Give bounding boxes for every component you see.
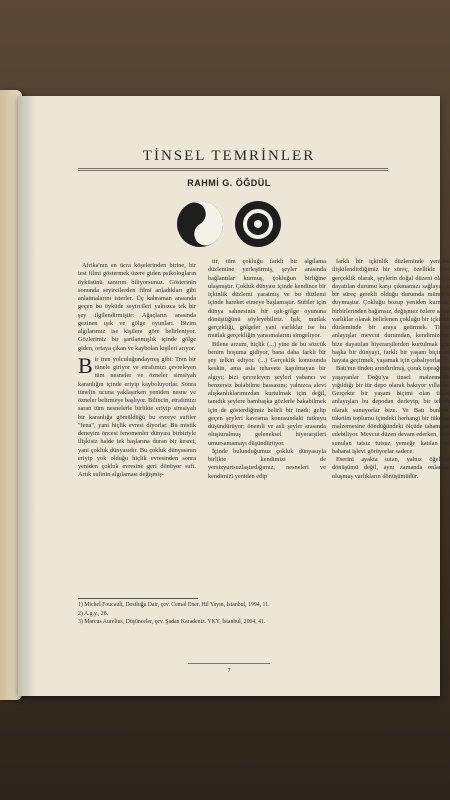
yin-yang-symbol-icon — [176, 200, 224, 248]
footnotes — [78, 598, 408, 627]
page-number: 7 — [227, 668, 231, 674]
paragraph: Eserini ayakta tutan, yalnız öğelerin dönüşümü değil, aynı zamanda onlardan oluşmuş varlıkların dönüşümüdür. — [332, 456, 450, 480]
text-column-1 — [78, 262, 196, 480]
text-column-2 — [208, 258, 326, 481]
magazine-page — [18, 96, 450, 696]
drop-cap: B — [78, 352, 93, 378]
page-number-rule — [188, 663, 270, 664]
paragraph: tir, tüm çokluğu farklı bir algılama düzlemine yerleştirmiş, şeyler arasında bağlantılar kurmuş, çokluğun birliğine ulaşmıştır. Çokluk dünyası içinde kendince bir içkinlik düzlemi yaratmış ve bu düzlemi içinde hareket etmeye başlamıştır. Sufiler için dünya sahnesinin bir ışık-gölge oyununa dönüştüğünü söyleyebiliriz. Işık, mutlak gerçekliği, gölgeler yani varlıklar ise bu mutlak gerçekliğin yansımalarını simgeliyor. — [208, 258, 326, 340]
footnote: 1) Michel Foucault, Dostluğa Dair, çev. Cemal Ener. Hil Yayın, İstanbul, 1994, 11. — [78, 602, 270, 608]
footnote: 3) Marcus Aurelius, Düşünceler, çev. Şadan Karadeniz. YKY, İstanbul, 2004, 41. — [78, 619, 266, 625]
text-column-3 — [332, 258, 450, 481]
paragraph-text: ir tren yolculuğundaymış gibi: Tren bir tünele giriyor ve etrafımızı çevreleyen tüm nesneler ve özneler simsiyah karanlığın içinde eriyip kayboluyorlar. Sonra tünelin ucuna yaklaşırken yeniden nesne ve özneler belirmeye başlıyor. Bilincin, etrafımızı saran tüm nesnelerle birlikte eriyip simsiyah bir karanlığa gömüldüğü bu evreye sufiler "fena", yani hiçlik evresi diyorlar. Bu mistik deneyim öncesi fenomenler dünyası birbiriyle ilişkisiz halde tek başlarına duran bir kesret, yani çokluk dünyasıdır. Bu çokluk dünyasının eriyip yok olduğu hiçlik evresinden sonra yeniden çokluk evresine geri dönüyor sufi. Artık sufinin algılaması değişmiş- — [78, 355, 196, 479]
paragraph: İçinde bulunduğumuz çokluk dünyasıyla birlikte kendimizi de yersizyurtsuzlaştırdığımız, nesneleri ve kendimizi yeniden edip — [208, 447, 326, 480]
paragraph — [78, 352, 196, 480]
footnote: 2) A.g.y., 28. — [78, 610, 109, 617]
paragraph: Afrika'nın en ücra köşelerinden birine, bir test filmi göstermek üzere giden psikologların öyküsünü sanırım biliyorsunuz. Gösterinin sonunda seyircilerden filmi anladıkları gibi anlatmalarını isterler. Üç kahraman arasında geçen bu öyküde seyircileri yalnızca tek bir şey ilgilendirmiştir: Ağaçların arasında gezinen ışık ve gölge oyunları. Bizim algılarımız ise kişilere göre belirleniyor. Gözlerimiz bir şartlanmışlık içinde gölge giden, ortaya çıkan ve kaybolan kişileri arıyor. — [78, 262, 196, 352]
paragraph: Bilene arzum, hiçlik (...) yine de bu sözcük benim hoşuma gidiyor, bana daha farklı bir şey telkin ediyor. (...) Gerçeklik konusunda keskin, ama asla rehavete kapılmayan bir algıyı; bizi çevreleyen şeyleri yabancı ve benzersiz bulabilme hassasını; yalnızca alevi alışkanlıklarımızdan kurtulmak için değil, tanıdık şeylere bambaşka gözlerle bakabilmek için de gösterdiğimiz belirli bir inadı; gelip geçen şeyleri kavrama konusundaki tutkuyu düşündürüyor; önemli ve asli şeyler arasında oluşturulmuş geleneksel hiyerarşileri umursamamayı düşündürüyor. — [208, 340, 326, 447]
article-title: TİNSEL TEMRİNLER — [142, 148, 316, 164]
article-author: RAHMİ G. ÖĞDÜL — [187, 178, 271, 188]
title-rule-secondary — [78, 170, 388, 171]
footnote-rule — [78, 598, 198, 599]
title-rule — [78, 168, 388, 169]
paragraph: farklı bir içkinlik düzleminde yeniden ilişkilendirdiğimiz bir süreç, özellikle bize gerçeklik olarak, şeylerin doğal düzeni olarak dayatılan durumu karşı çıkmamızı sağlayacak bir süreç gerekli olduğu durumda mümkün duymuştur. Çokluğu bozup yeniden kurmak, birbirlerinden bağımsız, değişmez özlere sahip varlıklar olarak belirlenen çokluğu bir içkinlik düzleminde bir araya getirmek. Tinsel anlayışlar mevcut durumdan, kendimizden, bize dayatılan hiyerarşilerden kurtulmak için başka bir dünyayı, farklı bir yaşam biçimini hayata geçirmek, yaşamak için çabalıyorlar. — [332, 258, 450, 364]
paragraph: Batı'nın tinden arındırılmış, çorak toprağında yaşayanlar Doğu'ya tinsel malzemenin yığıldığı bir tür depo olarak bakıyor yıllardır. Gerçekte bir yaşam biçimi olan tinsel anlayışları bu depodan derleyip, bir teknik olarak sunuyorlar bize. Ve Batı bunlara, tüketim toplumu içindeki herhangi bir tüketim malzemesine döndüğündeki ölçüde tahammül edebiliyor. Mevcut düzen devam ederken, bize sunulan tatsız tutsuz yemeğe katılan bir baharat işlevi görüyorlar sadece. — [332, 365, 450, 455]
concentric-circles-eye-icon — [234, 200, 282, 248]
